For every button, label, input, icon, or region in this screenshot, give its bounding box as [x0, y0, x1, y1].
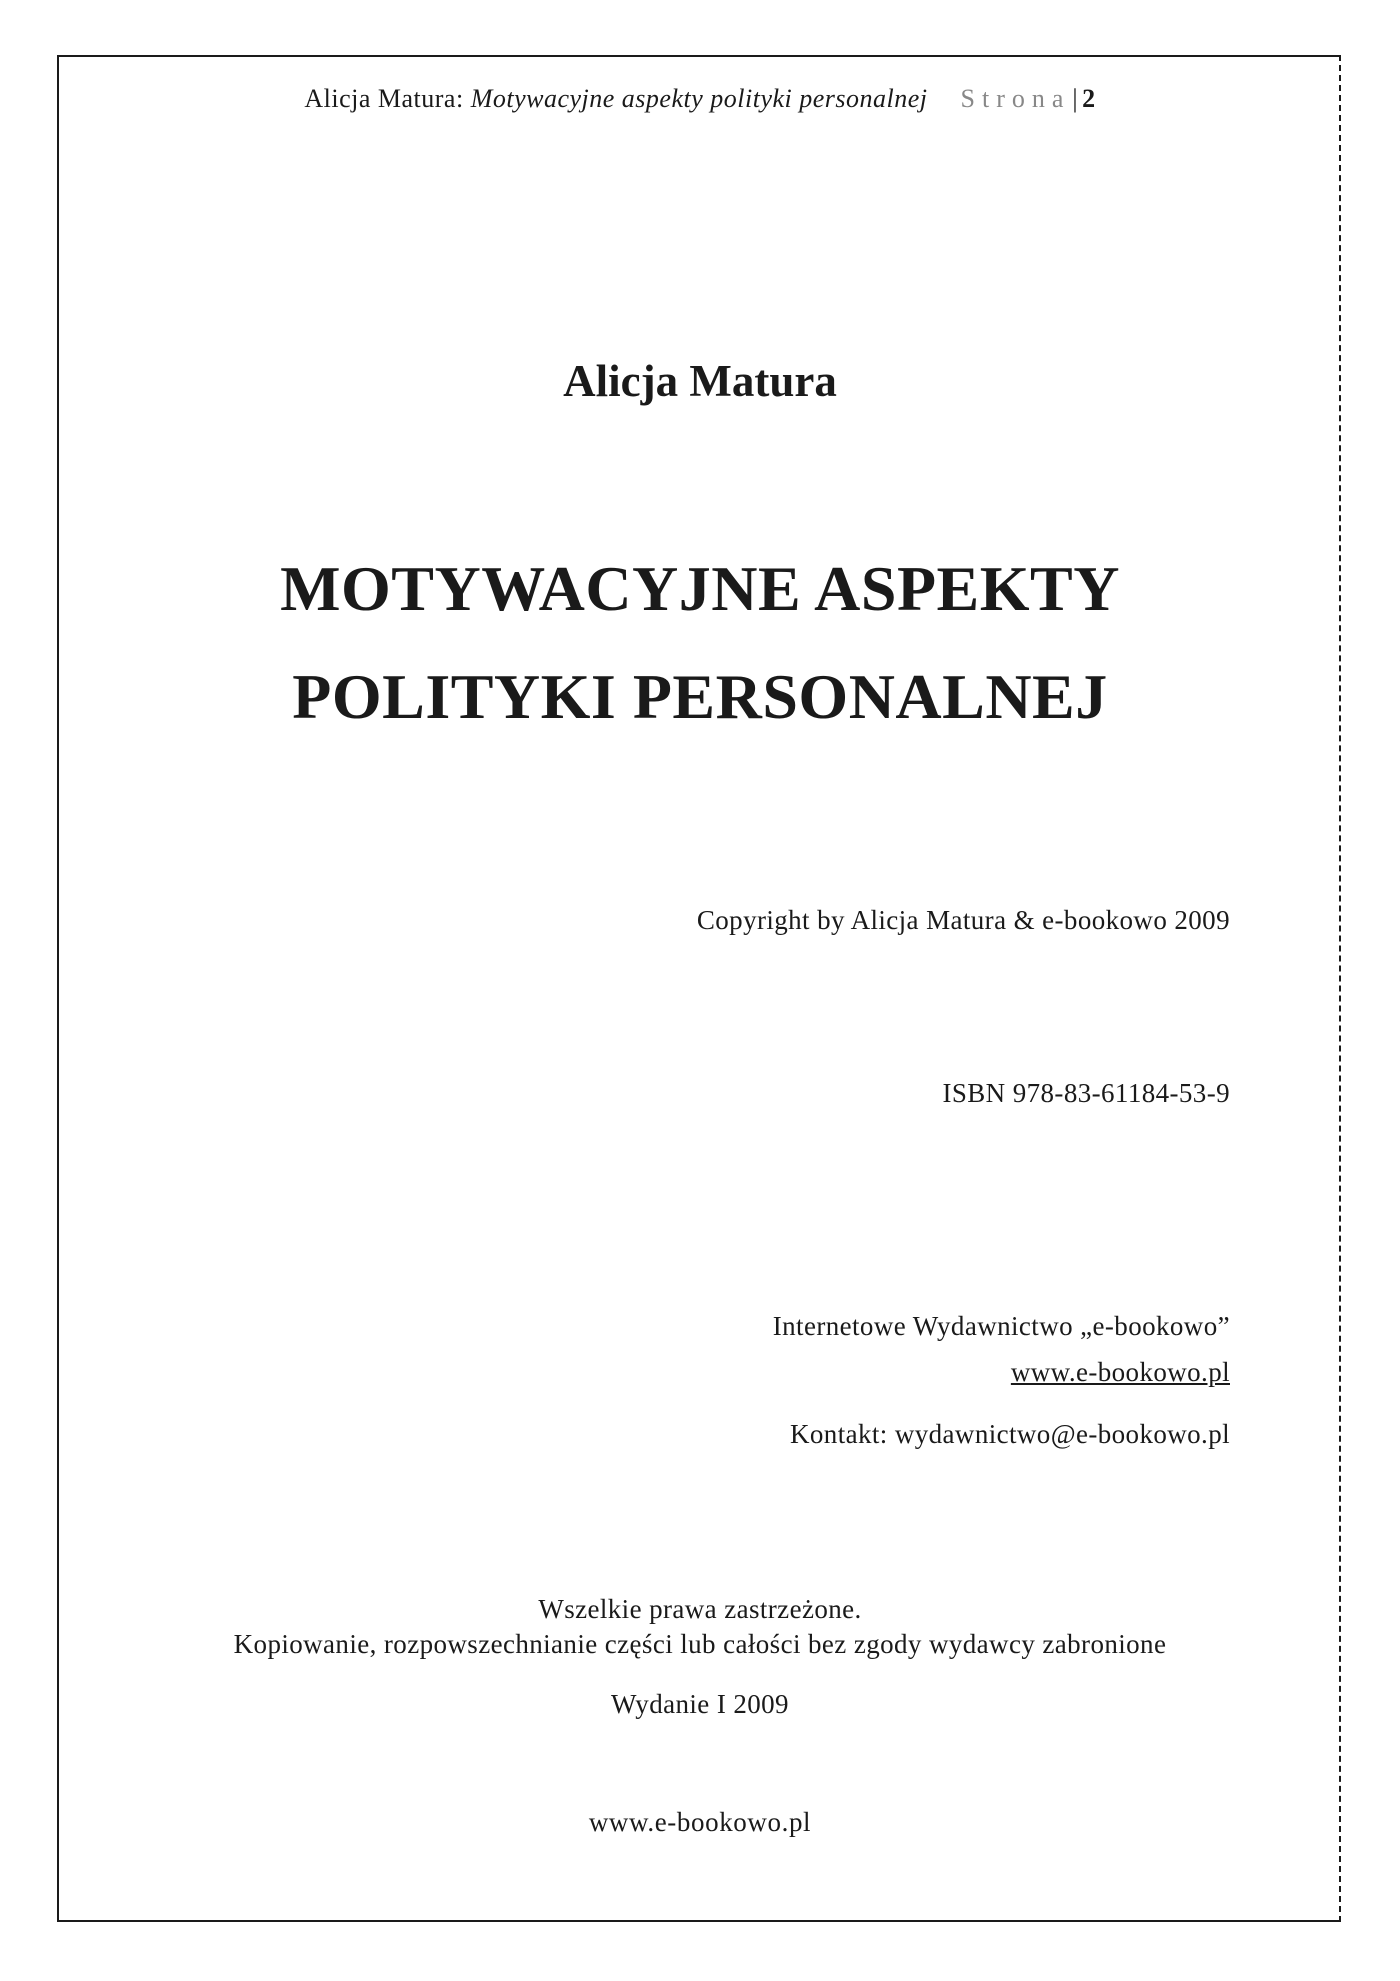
copyright-notice: Copyright by Alicja Matura & e-bookowo 2009	[696, 905, 1230, 935]
cover-author: Alicja Matura	[563, 356, 837, 406]
footer-url: www.e-bookowo.pl	[588, 1807, 812, 1837]
rights-line-1: Wszelkie prawa zastrzeżone.	[538, 1594, 862, 1624]
publisher-block	[773, 1303, 1230, 1457]
header-page-label: Strona	[960, 84, 1071, 113]
publisher-url-link[interactable]: www.e-bookowo.pl	[1010, 1357, 1230, 1387]
header-separator: |	[1072, 84, 1079, 113]
running-header	[0, 84, 1400, 114]
cover-title-line-1: MOTYWACYJNE ASPEKTY	[280, 553, 1120, 624]
edition: Wydanie I 2009	[611, 1689, 789, 1719]
rights-line-2: Kopiowanie, rozpowszechnianie części lub całości bez zgody wydawcy zabronione	[233, 1629, 1167, 1659]
header-book-title: Motywacyjne aspekty polityki personalnej	[470, 84, 928, 113]
cover-title	[0, 535, 1400, 751]
header-author: Alicja Matura:	[304, 84, 464, 113]
cover-title-line-2: POLITYKI PERSONALNEJ	[292, 661, 1108, 732]
isbn: ISBN 978-83-61184-53-9	[942, 1078, 1230, 1108]
header-page-number: 2	[1082, 84, 1096, 113]
rights-notice	[0, 1592, 1400, 1662]
publisher-name: Internetowe Wydawnictwo „e-bookowo”	[772, 1311, 1230, 1341]
publisher-contact: Kontakt: wydawnictwo@e-bookowo.pl	[790, 1419, 1230, 1449]
